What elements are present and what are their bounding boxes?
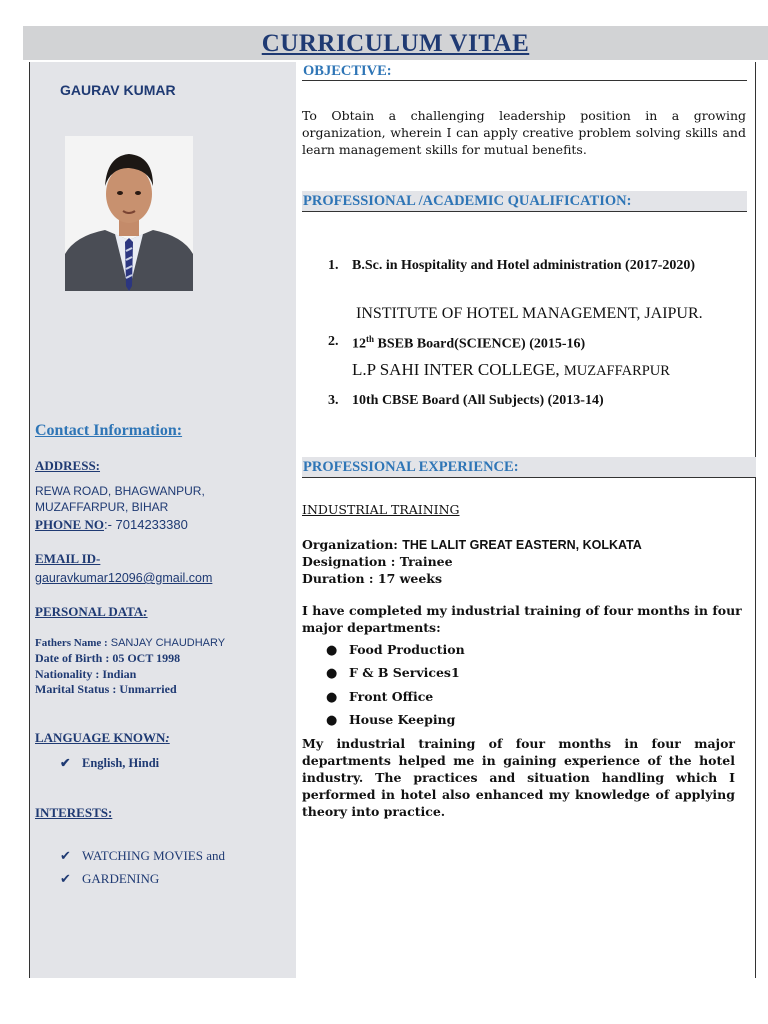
father-name-row <box>35 636 225 649</box>
check-icon: ✔ <box>60 871 71 886</box>
department-item <box>326 642 465 658</box>
department-name: House Keeping <box>349 712 456 727</box>
training-intro: I have completed my industrial training of four months in four major departments: <box>302 603 742 635</box>
check-icon: ✔ <box>60 756 71 770</box>
duration-row: Duration : 17 weeks <box>302 571 442 586</box>
father-name-label: Fathers Name : <box>35 637 108 649</box>
designation-row: Designation : Trainee <box>302 554 453 569</box>
institute-city: MUZAFFARPUR <box>563 363 670 379</box>
institute-title: L.P SAHI INTER COLLEGE, <box>352 360 564 379</box>
phone-row <box>35 517 188 533</box>
email-link[interactable]: gauravkumar12096@gmail.com <box>35 571 213 585</box>
training-title: INDUSTRIAL TRAINING <box>302 502 460 517</box>
organization-label: Organization: <box>302 537 403 552</box>
interest-text: GARDENING <box>82 871 160 886</box>
language-known-text: LANGUAGE KNOWN <box>35 730 166 745</box>
qualification-item <box>328 334 586 353</box>
email-label: EMAIL ID- <box>35 551 101 566</box>
qualification-item <box>328 253 732 278</box>
check-icon: ✔ <box>60 848 71 863</box>
qualification-text: BSEB Board(SCIENCE) (2015-16) <box>374 336 586 352</box>
right-border-line <box>755 62 756 978</box>
qualification-number: 1. <box>328 258 339 273</box>
department-item <box>326 689 433 705</box>
address-line: REWA ROAD, BHAGWANPUR, <box>35 484 205 498</box>
objective-heading: OBJECTIVE: <box>302 61 747 81</box>
bullet-icon: ● <box>326 666 338 681</box>
objective-text: To Obtain a challenging leadership position in a growing organization, wherein I can apply creative problem solving skills and learn management skills for mutual benefits. <box>302 108 746 157</box>
department-name: Front Office <box>349 689 434 704</box>
qualification-number: 3. <box>328 393 339 408</box>
personal-data-label <box>35 604 148 620</box>
document-title: CURRICULUM VITAE <box>261 30 530 57</box>
organization-value: THE LALIT GREAT EASTERN, KOLKATA <box>402 538 642 552</box>
qualification-heading: PROFESSIONAL /ACADEMIC QUALIFICATION: <box>302 191 747 212</box>
institute-name: INSTITUTE OF HOTEL MANAGEMENT, JAIPUR. <box>356 305 703 322</box>
address-line: MUZAFFARPUR, BIHAR <box>35 500 169 514</box>
title-banner <box>23 26 768 60</box>
left-border-line <box>29 62 30 978</box>
father-name-value: SANJAY CHAUDHARY <box>107 637 226 649</box>
qualification-number: 2. <box>328 334 339 349</box>
department-item <box>326 712 455 728</box>
institute-name <box>352 360 670 380</box>
address-label: ADDRESS: <box>35 458 101 473</box>
qualification-grade: 12 <box>352 336 366 352</box>
interest-item <box>60 848 225 864</box>
contact-information-heading: Contact Information: <box>35 422 183 439</box>
bullet-icon: ● <box>326 690 338 705</box>
qualification-grade-suffix: th <box>366 334 375 344</box>
qualification-item <box>328 393 604 409</box>
language-list: English, Hindi <box>82 756 160 770</box>
interests-label: INTERESTS: <box>35 805 113 820</box>
nationality: Nationality : Indian <box>35 667 137 681</box>
date-of-birth: Date of Birth : 05 OCT 1998 <box>35 651 181 665</box>
language-known-colon: : <box>165 730 170 745</box>
department-name: Food Production <box>349 642 465 657</box>
personal-data-colon: : <box>143 604 148 619</box>
department-item <box>326 665 460 681</box>
qualification-text: 10th CBSE Board (All Subjects) (2013-14) <box>352 393 604 408</box>
phone-value: :- 7014233380 <box>103 517 188 532</box>
profile-photo <box>65 136 193 291</box>
training-summary: My industrial training of four months in four major departments helped me in gaining experience of the hotel industry. The practices and situation handling which I performed in hotel also enhanced my knowledge of applying theory into practice. <box>302 736 735 819</box>
language-known-label <box>35 730 170 746</box>
interest-text: WATCHING MOVIES and <box>82 848 225 863</box>
organization-row <box>302 537 642 552</box>
interest-item <box>60 871 159 887</box>
experience-heading: PROFESSIONAL EXPERIENCE: <box>302 457 756 478</box>
qualification-text: B.Sc. in Hospitality and Hotel administration (2017-2020) <box>352 258 696 273</box>
phone-label: PHONE NO <box>35 517 104 532</box>
department-name: F & B Services1 <box>349 665 460 680</box>
bullet-icon: ● <box>326 713 338 728</box>
bullet-icon: ● <box>326 643 338 658</box>
candidate-name: GAURAV KUMAR <box>60 82 176 98</box>
personal-data-text: PERSONAL DATA <box>35 604 144 619</box>
language-item <box>60 755 159 771</box>
marital-status: Marital Status : Unmarried <box>35 682 177 696</box>
